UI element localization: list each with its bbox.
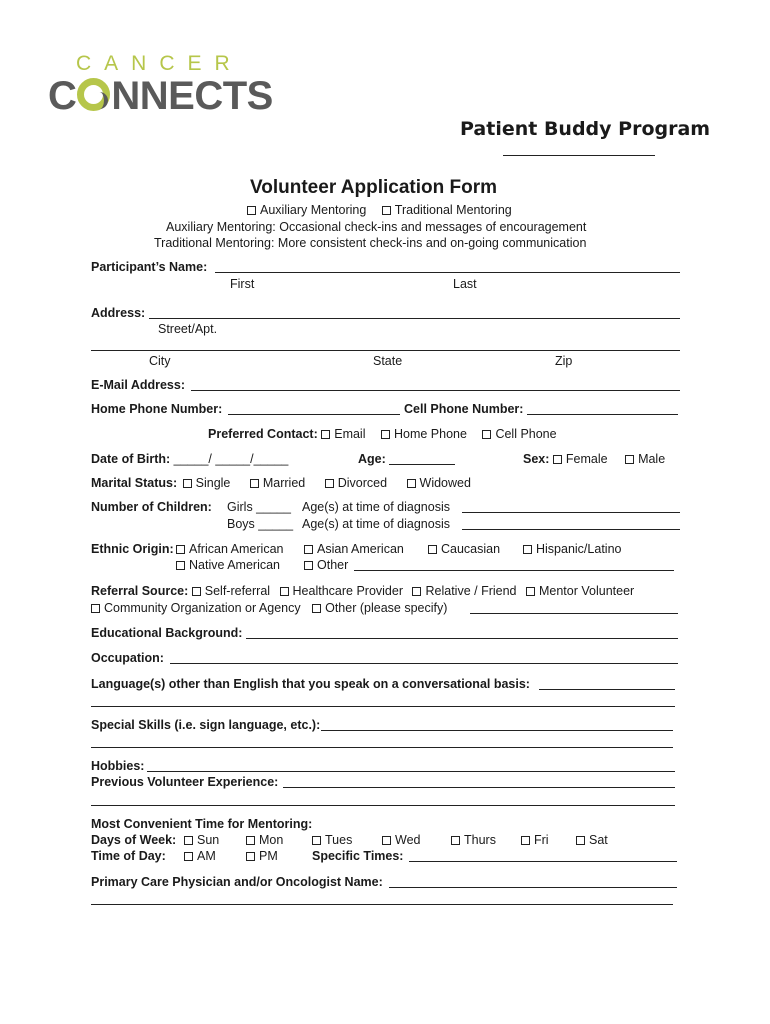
hobbies-field[interactable] <box>147 771 675 772</box>
checkbox-female[interactable]: Female <box>553 452 608 466</box>
children-label: Number of Children: <box>91 500 212 514</box>
logo-ring-icon <box>77 78 110 111</box>
hobbies-label: Hobbies: <box>91 759 145 773</box>
boys-age-diagnosis-field[interactable] <box>462 529 680 530</box>
checkbox-relative-friend[interactable]: Relative / Friend <box>412 584 516 598</box>
skills-field[interactable] <box>321 730 673 731</box>
participant-name-field[interactable] <box>215 272 680 273</box>
checkbox-icon[interactable] <box>250 479 259 488</box>
sex-row <box>523 452 665 466</box>
checkbox-native-american[interactable]: Native American <box>176 558 280 572</box>
street-field[interactable] <box>149 318 680 319</box>
checkbox-icon[interactable] <box>526 587 535 596</box>
checkbox-icon[interactable] <box>382 836 391 845</box>
mentoring-type-row <box>247 203 512 217</box>
occupation-label: Occupation: <box>91 651 164 665</box>
city-state-zip-field[interactable] <box>91 350 680 351</box>
email-field[interactable] <box>191 390 680 391</box>
education-field[interactable] <box>246 638 678 639</box>
checkbox-icon[interactable] <box>407 479 416 488</box>
state-caption: State <box>373 354 403 368</box>
checkbox-icon[interactable] <box>280 587 289 596</box>
checkbox-icon[interactable] <box>312 836 321 845</box>
physician-label: Primary Care Physician and/or Oncologist Name: <box>91 875 383 889</box>
education-label: Educational Background: <box>91 626 243 640</box>
languages-field[interactable] <box>539 689 675 690</box>
checkbox-icon[interactable] <box>91 604 100 613</box>
checkbox-icon[interactable] <box>523 545 532 554</box>
checkbox-sun[interactable]: Sun <box>184 833 219 847</box>
boys-age-diagnosis-label: Age(s) at time of diagnosis <box>302 517 450 531</box>
checkbox-widowed[interactable]: Widowed <box>407 476 471 490</box>
checkbox-african-american[interactable]: African American <box>176 542 283 556</box>
home-phone-field[interactable] <box>228 414 400 415</box>
languages-field-2[interactable] <box>91 706 675 707</box>
days-label: Days of Week: <box>91 833 177 847</box>
skills-label: Special Skills (i.e. sign language, etc.): <box>91 718 321 732</box>
specific-times-label: Specific Times: <box>312 849 404 863</box>
logo-cancer-text: CANCER <box>76 52 243 75</box>
checkbox-ethnic-other[interactable]: Other <box>304 558 348 572</box>
form-title: Volunteer Application Form <box>250 177 498 198</box>
checkbox-icon[interactable] <box>321 430 330 439</box>
checkbox-married[interactable]: Married <box>250 476 305 490</box>
checkbox-caucasian[interactable]: Caucasian <box>428 542 500 556</box>
street-caption: Street/Apt. <box>158 322 218 336</box>
checkbox-am[interactable]: AM <box>184 849 216 863</box>
checkbox-icon[interactable] <box>304 561 313 570</box>
checkbox-fri[interactable]: Fri <box>521 833 549 847</box>
cell-phone-label: Cell Phone Number: <box>404 402 524 416</box>
girls-field[interactable]: Girls _____ <box>227 500 291 514</box>
checkbox-icon[interactable] <box>176 545 185 554</box>
sex-label: Sex: <box>523 452 550 466</box>
checkbox-icon[interactable] <box>325 479 334 488</box>
girls-age-diagnosis-label: Age(s) at time of diagnosis <box>302 500 450 514</box>
zip-caption: Zip <box>555 354 573 368</box>
girls-age-diagnosis-field[interactable] <box>462 512 680 513</box>
checkbox-asian-american[interactable]: Asian American <box>304 542 404 556</box>
marital-label: Marital Status: <box>91 476 178 490</box>
referral-row <box>91 584 634 598</box>
checkbox-icon[interactable] <box>176 561 185 570</box>
program-title: Patient Buddy Program <box>460 118 711 140</box>
checkbox-single[interactable]: Single <box>183 476 231 490</box>
occupation-field[interactable] <box>170 663 678 664</box>
city-caption: City <box>149 354 171 368</box>
checkbox-community-organization[interactable]: Community Organization or Agency <box>91 601 301 615</box>
checkbox-icon[interactable] <box>184 836 193 845</box>
checkbox-pm[interactable]: PM <box>246 849 278 863</box>
volunteer-experience-field[interactable] <box>283 787 675 788</box>
checkbox-icon[interactable] <box>192 587 201 596</box>
checkbox-tues[interactable]: Tues <box>312 833 352 847</box>
participant-name-label: Participant’s Name: <box>91 260 208 274</box>
checkbox-icon[interactable] <box>482 430 491 439</box>
age-label: Age: <box>358 452 386 466</box>
checkbox-mon[interactable]: Mon <box>246 833 283 847</box>
volunteer-experience-label: Previous Volunteer Experience: <box>91 775 279 789</box>
checkbox-icon[interactable] <box>428 545 437 554</box>
checkbox-divorced[interactable]: Divorced <box>325 476 387 490</box>
checkbox-hispanic-latino[interactable]: Hispanic/Latino <box>523 542 621 556</box>
skills-field-2[interactable] <box>91 747 673 748</box>
checkbox-icon[interactable] <box>183 479 192 488</box>
preferred-contact-label: Preferred Contact: <box>208 427 318 441</box>
checkbox-thurs[interactable]: Thurs <box>451 833 496 847</box>
logo-connects-text: C NNECTS <box>48 74 273 118</box>
home-phone-label: Home Phone Number: <box>91 402 223 416</box>
checkbox-icon[interactable] <box>246 836 255 845</box>
checkbox-icon[interactable] <box>312 604 321 613</box>
checkbox-icon[interactable] <box>553 455 562 464</box>
address-label: Address: <box>91 306 146 320</box>
time-of-day-label: Time of Day: <box>91 849 166 863</box>
referral-row-2 <box>91 601 447 615</box>
email-label: E-Mail Address: <box>91 378 186 392</box>
traditional-description: Traditional Mentoring: More consistent check-ins and on-going communication <box>154 236 587 250</box>
checkbox-referral-other[interactable]: Other (please specify) <box>312 601 447 615</box>
auxiliary-description: Auxiliary Mentoring: Occasional check-ins and messages of encouragement <box>166 220 587 234</box>
checkbox-icon[interactable] <box>381 430 390 439</box>
mentoring-time-heading: Most Convenient Time for Mentoring: <box>91 817 313 831</box>
checkbox-icon[interactable] <box>304 545 313 554</box>
checkbox-healthcare-provider[interactable]: Healthcare Provider <box>280 584 403 598</box>
checkbox-icon[interactable] <box>246 852 255 861</box>
checkbox-icon[interactable] <box>521 836 530 845</box>
checkbox-icon[interactable] <box>451 836 460 845</box>
checkbox-self-referral[interactable]: Self-referral <box>192 584 270 598</box>
dob-label: Date of Birth: <box>91 452 171 466</box>
checkbox-cell-phone[interactable]: Cell Phone <box>482 427 556 441</box>
preferred-contact-row <box>208 427 557 441</box>
checkbox-icon[interactable] <box>247 206 256 215</box>
dob-row <box>91 452 288 466</box>
boys-field[interactable]: Boys _____ <box>227 517 294 531</box>
checkbox-icon[interactable] <box>576 836 585 845</box>
checkbox-sat[interactable]: Sat <box>576 833 608 847</box>
checkbox-home-phone[interactable]: Home Phone <box>381 427 467 441</box>
program-date-line[interactable] <box>503 155 655 156</box>
age-field[interactable] <box>389 464 455 465</box>
marital-row <box>91 476 471 490</box>
checkbox-male[interactable]: Male <box>625 452 665 466</box>
languages-label: Language(s) other than English that you speak on a conversational basis: <box>91 677 530 691</box>
checkbox-auxiliary[interactable]: Auxiliary Mentoring <box>247 203 366 217</box>
referral-other-field[interactable] <box>470 613 678 614</box>
checkbox-icon[interactable] <box>382 206 391 215</box>
cell-phone-field[interactable] <box>527 414 678 415</box>
checkbox-email[interactable]: Email <box>321 427 365 441</box>
specific-times-field[interactable] <box>409 861 677 862</box>
last-name-caption: Last <box>453 277 477 291</box>
ethnic-label: Ethnic Origin: <box>91 542 174 556</box>
physician-field-2[interactable] <box>91 904 673 905</box>
volunteer-experience-field-2[interactable] <box>91 805 675 806</box>
checkbox-wed[interactable]: Wed <box>382 833 420 847</box>
ethnic-other-field[interactable] <box>354 570 674 571</box>
dob-field[interactable]: _____/ _____/_____ <box>173 452 289 466</box>
checkbox-mentor-volunteer[interactable]: Mentor Volunteer <box>526 584 634 598</box>
checkbox-icon[interactable] <box>184 852 193 861</box>
checkbox-traditional[interactable]: Traditional Mentoring <box>382 203 512 217</box>
physician-field[interactable] <box>389 887 677 888</box>
checkbox-icon[interactable] <box>412 587 421 596</box>
checkbox-icon[interactable] <box>625 455 634 464</box>
referral-label: Referral Source: <box>91 584 189 598</box>
first-name-caption: First <box>230 277 255 291</box>
